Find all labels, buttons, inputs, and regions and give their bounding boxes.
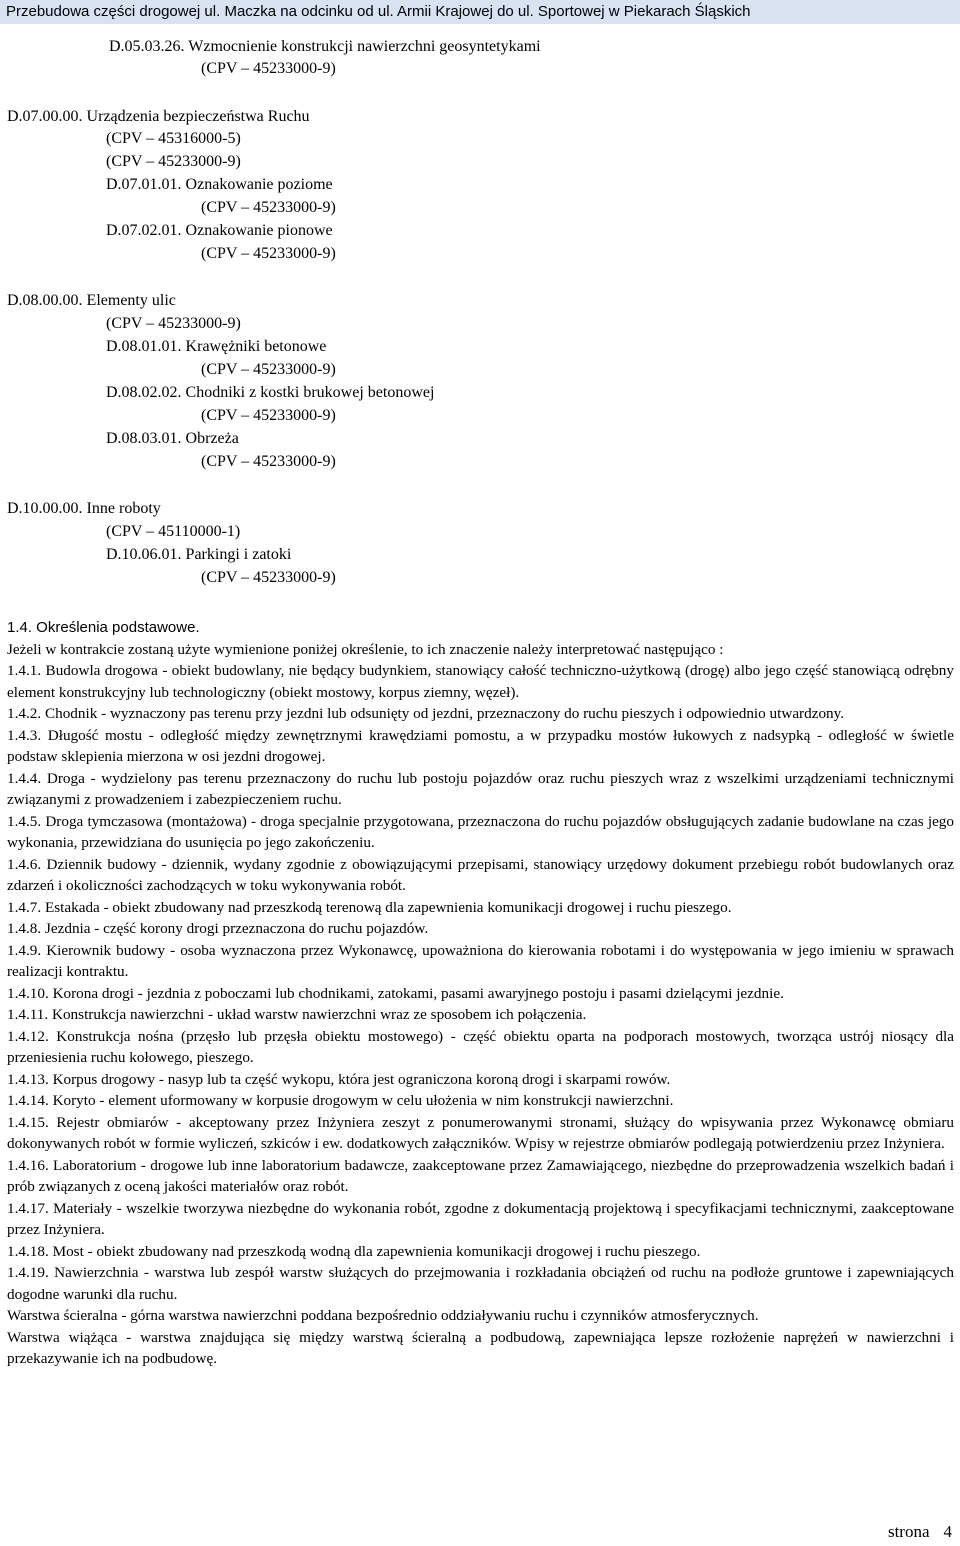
spec-item: (CPV – 45233000-9) <box>201 60 336 77</box>
definition-paragraph: 1.4.7. Estakada - obiekt zbudowany nad przeszkodą terenową dla zapewnienia komunikacji drogowej i ruchu pieszego. <box>7 898 732 916</box>
spec-item: D.07.01.01. Oznakowanie poziome <box>106 176 333 193</box>
definition-paragraph: 1.4.10. Korona drogi - jezdnia z poboczami lub chodnikami, zatokami, pasami awaryjnego postoju i pasami dzielącymi jezdnie. <box>7 984 784 1002</box>
spec-item: (CPV – 45233000-9) <box>201 361 336 378</box>
definition-paragraph: 1.4.6. Dziennik budowy - dziennik, wydany zgodnie z obowiązującymi przepisami, stanowiący urzędowy dokument przebiegu robót budowlanych oraz zdarzeń i okoliczności zachodzących w toku wykonywania robót. <box>7 855 954 894</box>
header-title: Przebudowa części drogowej ul. Maczka na odcinku od ul. Armii Krajowej do ul. Sportowej w Piekarach Śląskich <box>6 3 751 20</box>
spec-item: D.07.00.00. Urządzenia bezpieczeństwa Ruchu <box>7 108 310 125</box>
spec-item: D.08.02.02. Chodniki z kostki brukowej betonowej <box>106 384 435 401</box>
definition-paragraph: 1.4.11. Konstrukcja nawierzchni - układ warstw nawierzchni wraz ze sposobem ich połączenia. <box>7 1006 587 1023</box>
definition-paragraph: 1.4.9. Kierownik budowy - osoba wyznaczona przez Wykonawcę, upoważniona do kierowania robotami i do występowania w jego imieniu w sprawach realizacji kontraktu. <box>7 941 954 980</box>
definition-paragraph: 1.4.17. Materiały - wszelkie tworzywa niezbędne do wykonania robót, zgodne z dokumentacją projektową i specyfikacjami technicznymi, zaakceptowane przez Inżyniera. <box>7 1199 954 1238</box>
spec-item: (CPV – 45233000-9) <box>201 453 336 470</box>
section-heading: 1.4. Określenia podstawowe. <box>7 619 200 636</box>
spec-item: D.08.00.00. Elementy ulic <box>7 292 176 309</box>
definition-paragraph: 1.4.12. Konstrukcja nośna (przęsło lub przęsła obiektu mostowego) - część obiektu oparta na podporach mostowych, tworząca ustrój niosący dla przeniesienia ruchu kołowego, pieszego. <box>7 1027 954 1066</box>
definition-paragraph: Warstwa ścieralna - górna warstwa nawierzchni poddana bezpośrednio oddziaływaniu ruchu i czynników atmosferycznych. <box>7 1307 759 1324</box>
definition-paragraph: 1.4.4. Droga - wydzielony pas terenu przeznaczony do ruchu lub postoju pojazdów oraz ruchu pieszych wraz z wszelkimi urządzeniami technicznymi związanymi z prowadzeniem i zabezpieczeniem ruchu. <box>7 769 954 808</box>
definition-paragraph: 1.4.15. Rejestr obmiarów - akceptowany przez Inżyniera zeszyt z ponumerowanymi stronami, służący do wpisywania przez Wykonawcę obmiaru dokonywanych robót w formie wyliczeń, szkiców i ew. dodatkowych załączników. Wpisy w rejestrze obmiarów podlegają potwierdzeniu przez Inżyniera. <box>7 1113 954 1152</box>
page-label: strona <box>887 1522 930 1541</box>
definition-paragraph: 1.4.8. Jezdnia - część korony drogi przeznaczona do ruchu pojazdów. <box>7 920 429 937</box>
definitions-section <box>7 617 954 1370</box>
page-number: 4 <box>943 1522 952 1541</box>
spec-item: (CPV – 45233000-9) <box>201 199 336 216</box>
spec-item: D.08.01.01. Krawężniki betonowe <box>106 338 327 355</box>
spec-item: D.10.00.00. Inne roboty <box>7 500 161 517</box>
spec-item: (CPV – 45233000-9) <box>106 153 241 170</box>
definition-paragraph: 1.4.18. Most - obiekt zbudowany nad przeszkodą wodną dla zapewnienia komunikacji drogowej i ruchu pieszego. <box>7 1242 701 1260</box>
definition-paragraph: 1.4.1. Budowla drogowa - obiekt budowlany, nie będący budynkiem, stanowiący całość techniczno-użytkową (drogę) albo jego część stanowiącą odrębny element konstrukcyjny lub technologiczny (obiekt mostowy, korpus ziemny, węzeł). <box>7 662 954 701</box>
definition-paragraph: 1.4.3. Długość mostu - odległość między zewnętrznymi krawędziami pomostu, a w przypadku mostów łukowych z nadsypką - odległość w świetle podstaw sklepienia mierzona w osi jezdni drogowej. <box>7 726 954 765</box>
spec-item: (CPV – 45233000-9) <box>201 245 336 262</box>
definition-paragraph: 1.4.16. Laboratorium - drogowe lub inne laboratorium badawcze, zaakceptowane przez Zamawiającego, niezbędne do przeprowadzenia wszelkich badań i prób związanych z oceną jakości materiałów oraz robót. <box>7 1156 954 1195</box>
spec-item: (CPV – 45233000-9) <box>201 407 336 424</box>
spec-item: D.10.06.01. Parkingi i zatoki <box>106 546 292 563</box>
definition-paragraph: 1.4.14. Koryto - element uformowany w korpusie drogowym w celu ułożenia w nim konstrukcji nawierzchni. <box>7 1092 674 1109</box>
definition-paragraph: 1.4.2. Chodnik - wyznaczony pas terenu przy jezdni lub odsunięty od jezdni, przeznaczony do ruchu pieszych i odpowiednio utwardzony. <box>7 705 845 722</box>
definition-paragraph: 1.4.13. Korpus drogowy - nasyp lub ta część wykopu, która jest ograniczona koroną drogi i skarpami rowów. <box>7 1070 671 1088</box>
spec-item: (CPV – 45233000-9) <box>106 315 241 332</box>
page-footer <box>888 1522 952 1542</box>
spec-item: (CPV – 45110000-1) <box>106 523 241 540</box>
definition-paragraph: Warstwa wiążąca - warstwa znajdująca się między warstwą ścieralną a podbudową, zapewniająca lepsze rozłożenie naprężeń w nawierzchni i przekazywanie ich na podbudowę. <box>7 1328 954 1367</box>
spec-item: D.08.03.01. Obrzeża <box>106 430 239 447</box>
definition-paragraph: 1.4.5. Droga tymczasowa (montażowa) - droga specjalnie przygotowana, przeznaczona do ruchu pojazdów obsługujących zadanie budowlane na czas jego wykonania, przewidziana do usunięcia po jego zakończeniu. <box>7 812 954 851</box>
spec-item: (CPV – 45233000-9) <box>201 569 336 586</box>
intro-paragraph: Jeżeli w kontrakcie zostaną użyte wymienione poniżej określenie, to ich znaczenie należy interpretować następująco : <box>7 640 724 658</box>
spec-item: (CPV – 45316000-5) <box>106 130 241 147</box>
spec-item: D.07.02.01. Oznakowanie pionowe <box>106 222 333 239</box>
definition-paragraph: 1.4.19. Nawierzchnia - warstwa lub zespół warstw służących do przejmowania i rozkładania obciążeń od ruchu na podłoże gruntowe i zapewniających dogodne warunki dla ruchu. <box>7 1264 954 1303</box>
spec-item: D.05.03.26. Wzmocnienie konstrukcji nawierzchni geosyntetykami <box>109 38 541 55</box>
page-header <box>0 0 960 24</box>
